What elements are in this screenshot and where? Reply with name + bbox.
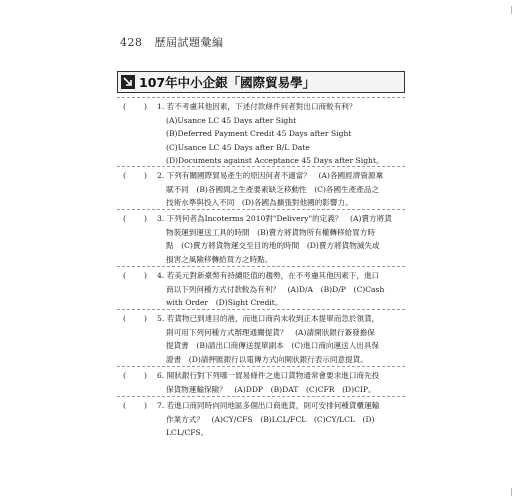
dashed-divider (117, 396, 405, 397)
question-line: with Order (D)Sight Credit。 (166, 298, 283, 307)
question-line: 損害之風險移轉給買方之時點。 (166, 254, 273, 264)
question-text (157, 212, 405, 266)
option-c: (C)Usance LC 45 Days after B/L Date (166, 142, 310, 152)
question-text (157, 369, 405, 396)
question-text (157, 312, 405, 366)
dashed-divider (117, 209, 405, 210)
question-line: 6. 開狀銀行對下列哪一貿易條件之進口貨物通常會要求進口商先投 (157, 371, 380, 380)
dashed-divider (117, 166, 405, 167)
option-a: (A)Usance LC 45 Days after Sight (166, 115, 297, 125)
answer-blank[interactable]: ( ) (123, 371, 147, 380)
question-line: 賦不同 (B)各國間之生產要素缺乏移動性 (C)各國生產產品之 (166, 184, 380, 194)
book-title: 歷屆試題彙編 (154, 36, 224, 49)
question-line: 點 (C)賣方將貨物運交至目的地的時間 (D)賣方將貨物滅失或 (166, 241, 380, 250)
answer-blank[interactable]: ( ) (123, 401, 147, 410)
question-line: 保貨物運輸保險？ (A)DDP (B)DAT (C)CFR (D)CIP。 (166, 384, 376, 394)
question-line: 作業方式？ (A)CY/CFS (B)LCL/FCL (C)CY/LCL (D) (166, 414, 375, 424)
option-d: (D)Documents against Acceptance 45 Days after Sight。 (166, 156, 384, 165)
question-line: 證書 (D)請押匯銀行以電傳方式向開狀銀行表示同意提貨。 (166, 354, 368, 364)
answer-blank[interactable]: ( ) (123, 314, 147, 323)
question-line: 則可用下列何種方式辦理通關提貨？ (A)請開狀銀行簽發擔保 (166, 327, 375, 337)
question-line: LCL/CFS。 (166, 428, 209, 437)
answer-blank[interactable]: ( ) (123, 102, 147, 111)
page-number: 428 (120, 36, 143, 49)
answer-blank[interactable]: ( ) (123, 214, 147, 223)
section-title: 107年中小企銀「國際貿易學」 (139, 75, 316, 90)
dashed-divider (117, 266, 405, 267)
crop-mark (511, 6, 512, 14)
question-line: 5. 若貨物已到達目的港，而進口商尚未收到正本提單而急於領貨， (157, 314, 380, 323)
answer-blank[interactable]: ( ) (123, 171, 147, 180)
checkbox-arrow-icon (121, 75, 135, 89)
question-text (157, 269, 405, 310)
question-line: 物裝運到運送工具的時間 (B)賣方將貨物所有權轉移給買方時 (166, 227, 375, 237)
question-line: 3. 下列何者為Incoterms 2010對"Delivery"的定義？ (A)賣方將貨 (157, 214, 392, 223)
question-line: 2. 下列有關國際貿易產生的原因何者不適當？ (A)各國經濟資源稟 (157, 171, 384, 180)
question-line: 提貨書 (B)請出口商傳送提單副本 (C)進口商向運送人出具保 (166, 341, 380, 350)
question-line: 4. 若美元對新臺幣有持續貶值的趨勢，在不考慮其他因素下，進口 (157, 271, 380, 280)
dashed-divider (117, 309, 405, 310)
question-line: 1. 若不考慮其他因素，下述付款條件何者對出口商較有利？ (157, 102, 357, 111)
crop-mark (511, 488, 512, 496)
question-text (157, 169, 405, 210)
option-b: (B)Deferred Payment Credit 45 Days after Sight (166, 129, 352, 138)
section-title-box (117, 71, 405, 93)
dashed-divider (117, 366, 405, 367)
question-text (157, 100, 405, 168)
dashed-divider (117, 97, 405, 98)
running-header (120, 34, 224, 50)
question-text (157, 399, 405, 440)
answer-blank[interactable]: ( ) (123, 271, 147, 280)
question-line: 7. 若進口商同時向同地區多個出口商進貨，則可安排何種貨櫃運輸 (157, 401, 380, 410)
question-line: 商以下列何種方式付款較為有利？ (A)D/A (B)D/P (C)Cash (166, 284, 385, 294)
question-line: 技術水準與投入不同 (D)各國為擴張對他國的影響力。 (166, 198, 353, 207)
